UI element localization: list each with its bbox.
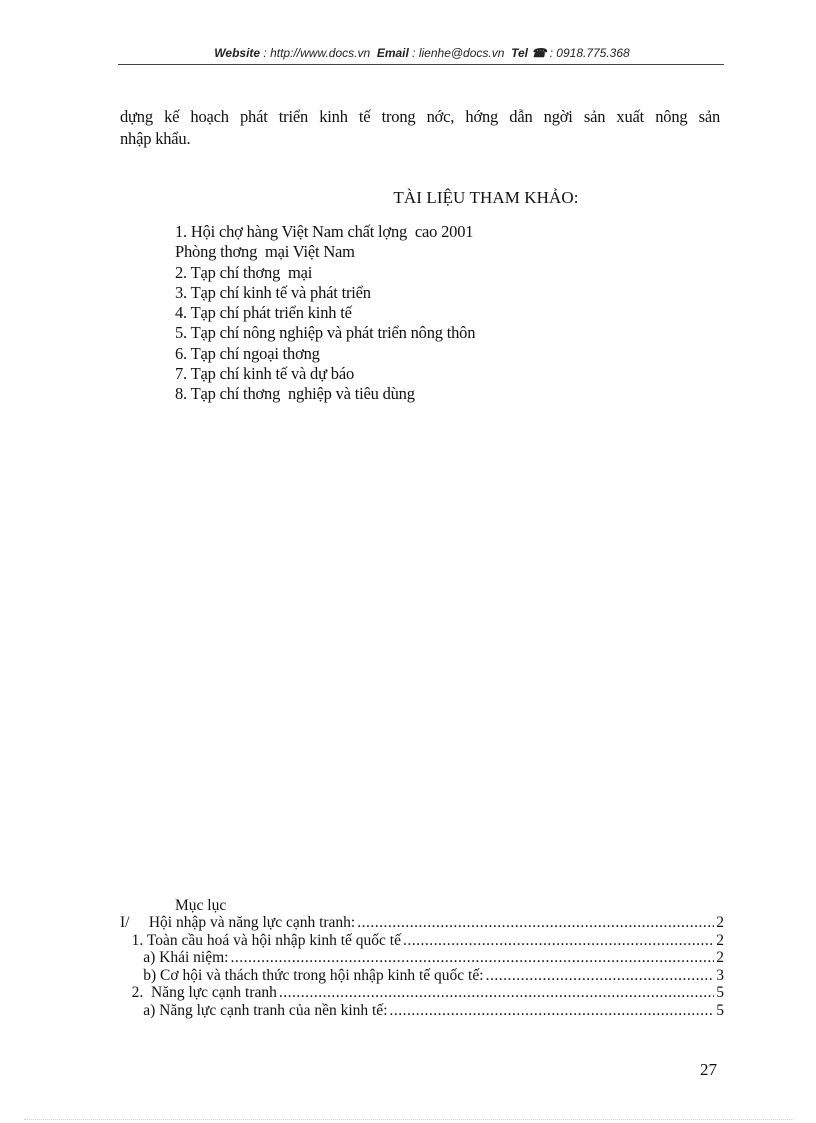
website-sep: : <box>260 46 271 60</box>
table-of-contents <box>120 914 740 1019</box>
toc-entry-label: 2. Năng lực cạnh tranh <box>120 984 277 1001</box>
reference-item: 4. Tạp chí phát triển kinh tế <box>175 303 352 323</box>
page-bottom-border <box>24 1119 794 1120</box>
tel-label: Tel <box>511 46 528 60</box>
toc-entry[interactable] <box>120 967 740 985</box>
header-divider <box>118 64 724 65</box>
toc-entry-page: 2 <box>716 949 724 966</box>
toc-leader-dots <box>486 967 715 985</box>
body-paragraph <box>120 106 720 150</box>
email-sep: : <box>408 46 419 60</box>
toc-entry-label: b) Cơ hội và thách thức trong hội nhập kinh tế quốc tế: <box>120 966 484 984</box>
toc-entry[interactable] <box>120 932 740 950</box>
phone-icon: ☎ <box>531 46 547 60</box>
body-line-2: nhập khẩu. <box>120 129 191 148</box>
website-url[interactable]: http://www.docs.vn <box>270 46 371 60</box>
tel-value: : 0918.775.368 <box>546 46 630 60</box>
toc-entry-label: a) Khái niệm: <box>120 949 229 966</box>
toc-entry-label: a) Năng lực cạnh tranh của nền kinh tế: <box>120 1001 388 1019</box>
reference-item: 3. Tạp chí kinh tế và phát triển <box>175 282 371 302</box>
reference-item: 2. Tạp chí thơng mại <box>175 262 313 282</box>
reference-item: 7. Tạp chí kinh tế và dự báo <box>175 364 354 384</box>
toc-entry-page: 3 <box>716 966 724 984</box>
toc-entry-page: 2 <box>716 931 724 949</box>
toc-entry[interactable] <box>120 949 740 967</box>
toc-leader-dots <box>403 932 714 950</box>
toc-entry-label: I/ Hội nhập và năng lực cạnh tranh: <box>120 914 356 931</box>
toc-leader-dots <box>230 949 714 967</box>
toc-entry-label: 1. Toàn cầu hoá và hội nhập kinh tế quốc tế <box>120 931 401 949</box>
email-label: Email <box>376 46 409 60</box>
reference-item: Phòng thơng mại Việt Nam <box>175 242 355 262</box>
page-number: 27 <box>700 1060 717 1079</box>
email-value[interactable]: lienhe@docs.vn <box>418 46 505 60</box>
toc-entry[interactable] <box>120 914 740 932</box>
reference-item: 1. Hội chợ hàng Việt Nam chất lợng cao 2001 <box>175 222 474 241</box>
toc-entry[interactable] <box>120 1002 740 1020</box>
toc-leader-dots <box>390 1002 715 1020</box>
toc-entry-page: 2 <box>716 914 724 931</box>
toc-leader-dots <box>279 984 714 1002</box>
body-line-1: dựng kế hoạch phát triển kinh tế trong nớc, hớng dẫn ngời sản xuất nông sản <box>120 107 720 126</box>
reference-item: 5. Tạp chí nông nghiệp và phát triển nông thôn <box>175 323 476 343</box>
toc-leader-dots <box>357 914 714 932</box>
references-list <box>175 222 475 405</box>
toc-title: Mục lục <box>175 897 227 914</box>
page-header <box>120 46 724 60</box>
toc-entry-page: 5 <box>716 1001 724 1019</box>
reference-item: 6. Tạp chí ngoại thơng <box>175 343 320 363</box>
reference-item: 8. Tạp chí thơng nghiệp và tiêu dùng <box>175 384 415 404</box>
toc-entry[interactable] <box>120 984 740 1002</box>
references-title: TÀI LIỆU THAM KHẢO: <box>393 188 579 207</box>
website-label: Website <box>214 46 261 60</box>
toc-entry-page: 5 <box>716 984 724 1001</box>
